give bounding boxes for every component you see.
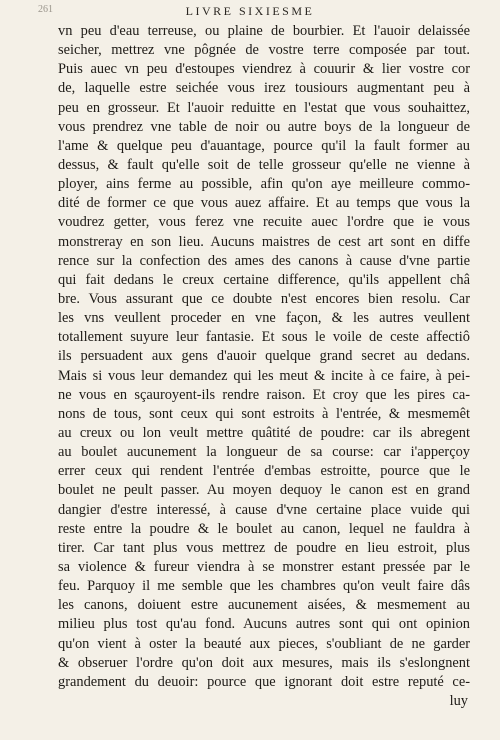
text-line: les vns veullent proceder en vne façon, & les autres veullent xyxy=(58,310,470,327)
text-line: Mais si vous leur demandez qui les meut & incite à ce faire, à pei- xyxy=(58,367,470,384)
text-line: qui fait dedans le creux certaine difference, qu'ils appellent châ xyxy=(58,271,470,288)
body-text xyxy=(58,22,470,711)
text-line: ils persuadent aux gens d'auoir quelque grand secret au dedans. xyxy=(58,348,470,365)
text-line: voudrez getter, vous ferez vne recuite auec l'ordre que ie vous xyxy=(58,214,470,231)
text-line: les canons, doiuent estre aucunement aisées, & mesmement au xyxy=(58,597,470,614)
text-line: de, laquelle estre seichée vous irez tousiours augmentant peu à xyxy=(58,80,470,97)
text-line: reste entre la poudre & le boulet au canon, lequel ne fauldra à xyxy=(58,520,470,537)
text-line: l'ame & quelque peu d'auantage, pource qu'il la fault former au xyxy=(58,137,470,154)
text-line: qu'on vient à oster la beauté aux pieces, s'oubliant de ne garder xyxy=(58,635,470,652)
text-line: ne vous en sçauroyent-ils rendre raison. Et croy que les pires ca- xyxy=(58,386,470,403)
text-line: luy xyxy=(449,692,468,709)
text-line: grandement du deuoir: pource que ignorant doit estre reputé ce- xyxy=(58,673,470,690)
running-head: LIVRE SIXIESME xyxy=(185,4,315,18)
text-line: dessus, & fault qu'elle soit de telle grosseur qu'elle ne vienne à xyxy=(58,156,470,173)
text-line: milieu plus tost qu'au fond. Aucuns autres sont qui ont opinion xyxy=(58,616,470,633)
text-line: au creux ou lon veult mettre quâtité de poudre: car ils abregent xyxy=(58,424,470,441)
text-line: rence sur la confection des ames des canons à cause d'vne partie xyxy=(58,252,470,269)
text-line: tirer. Car tant plus vous mettrez de poudre en lieu estroit, plus xyxy=(58,539,470,556)
text-line: au boulet aucunement la longueur de sa course: car i'apperçoy xyxy=(58,444,470,461)
text-line: bre. Vous assurant que ce doubte n'est encores bien resolu. Car xyxy=(58,290,470,307)
text-line: peu en grosseur. Et l'auoir reduitte en l'estat que vous souhaittez, xyxy=(58,99,470,116)
text-line: monstreray en son lieu. Aucuns maistres de cest art sont en diffe xyxy=(58,233,470,250)
text-line: Puis auec vn peu d'estoupes viendrez à couurir & lier vostre cor xyxy=(58,61,470,78)
text-line: dangier d'estre interessé, à cause d'vne certaine place vuide qui xyxy=(58,501,470,518)
text-line: dité de former ce que vous auez affaire. Et au temps que vous la xyxy=(58,195,470,212)
text-line: boulet ne peult passer. Au moyen dequoy le canon est en grand xyxy=(58,482,470,499)
text-line: sa violence & fureur viendra à se monstrer estant pressée par le xyxy=(58,558,470,575)
text-line: vn peu d'eau terreuse, ou plaine de bourbier. Et l'auoir delaissée xyxy=(58,23,470,39)
folio-number: 261 xyxy=(38,4,53,15)
text-line: totallement suyure leur fantasie. Et sous le voile de ceste affectiô xyxy=(58,329,470,346)
text-line: nons de tous, sont ceux qui sont estroits à l'entrée, & mesmemêt xyxy=(58,405,470,422)
text-line: errer ceux qui rendent l'entrée d'embas estroitte, pource que le xyxy=(58,463,470,480)
text-line: vous prendrez vne table de noir ou autre boys de la longueur de xyxy=(58,118,470,135)
text-line: ployer, ains ferme au possible, afin qu'on aye meilleure commo- xyxy=(58,176,470,193)
text-line: feu. Parquoy il me semble que les chambres qu'on veult faire dâs xyxy=(58,578,470,595)
text-line: seicher, mettrez vne pôgnée de vostre terre composée par tout. xyxy=(58,42,470,59)
text-line: & obseruer l'ordre qu'on doit aux mesures, mais ils s'eslongnent xyxy=(58,654,470,671)
